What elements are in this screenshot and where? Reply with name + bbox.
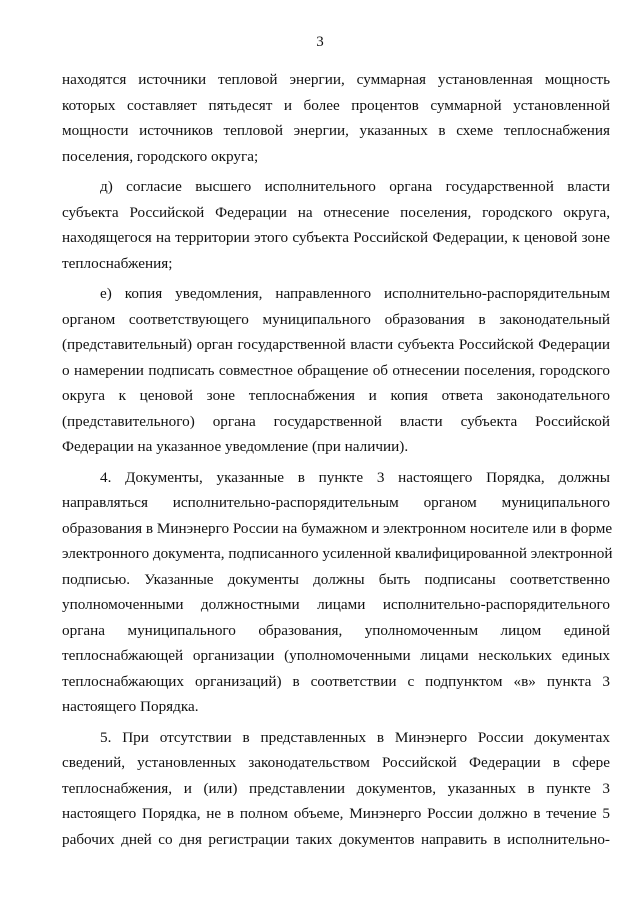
text-line: мощности источников тепловой энергии, указанных в схеме теплоснабжения xyxy=(62,122,610,139)
text-line: уполномоченными должностными лицами исполнительно-распорядительного xyxy=(62,596,610,613)
text-line: (представительного) органа государственной власти субъекта Российской xyxy=(62,412,610,430)
paragraph-continuation xyxy=(62,67,610,169)
text-line: находятся источники тепловой энергии, суммарная установленная мощность xyxy=(62,71,610,88)
paragraph-item-4 xyxy=(62,465,613,720)
paragraph-subitem-d xyxy=(62,174,610,276)
text-line: образования в Минэнерго России на бумажном и электронном носителе или в форме xyxy=(62,519,613,537)
text-line: органом соответствующего муниципального образования в законодательный xyxy=(62,310,610,328)
text-line: 4. Документы, указанные в пункте 3 настоящего Порядка, должны xyxy=(100,468,610,486)
paragraph-item-5 xyxy=(62,725,610,853)
paragraph-subitem-e xyxy=(62,281,610,460)
text-line: теплоснабжающей организации (уполномоченными лицами нескольких единых xyxy=(62,647,610,664)
text-line: теплоснабжения, и (или) представлении документов, указанных в пункте 3 xyxy=(62,779,610,797)
text-line: д) согласие высшего исполнительного органа государственной власти xyxy=(100,178,610,195)
text-line: находящегося на территории этого субъекта Российской Федерации, к ценовой зоне xyxy=(62,229,610,246)
page-number: 3 xyxy=(316,34,324,50)
text-line: о намерении подписать совместное обращение об отнесении поселения, городского xyxy=(62,361,610,379)
text-line: подписью. Указанные документы должны быть подписаны соответственно xyxy=(62,570,610,588)
text-line: Федерации на указанное уведомление (при наличии). xyxy=(62,438,409,455)
text-line: округа к ценовой зоне теплоснабжения и копия ответа законодательного xyxy=(62,387,610,404)
text-line: поселения, городского округа; xyxy=(62,147,259,165)
text-line: электронного документа, подписанного усиленной квалифицированной электронной xyxy=(62,545,613,562)
text-line: направляться исполнительно-распорядительным органом муниципального xyxy=(62,494,610,511)
text-line: органа муниципального образования, уполномоченным лицом единой xyxy=(62,621,610,639)
text-line: 5. При отсутствии в представленных в Минэнерго России документах xyxy=(100,728,610,746)
text-line: настоящего Порядка. xyxy=(62,698,199,715)
text-line: сведений, установленных законодательством Российской Федерации в сфере xyxy=(62,754,610,771)
document-body xyxy=(62,67,613,852)
text-line: настоящего Порядка, не в полном объеме, Минэнерго России должно в течение 5 xyxy=(62,805,610,822)
text-line: которых составляет пятьдесят и более процентов суммарной установленной xyxy=(62,96,610,114)
text-line: теплоснабжения; xyxy=(62,254,173,272)
text-line: субъекта Российской Федерации на отнесение поселения, городского округа, xyxy=(62,203,610,221)
text-line: (представительный) орган государственной власти субъекта Российской Федерации xyxy=(62,336,610,353)
text-line: теплоснабжающих организаций) в соответствии с подпунктом «в» пункта 3 xyxy=(62,672,610,690)
text-line: рабочих дней со дня регистрации таких документов направить в исполнительно- xyxy=(62,830,610,848)
text-line: е) копия уведомления, направленного исполнительно-распорядительным xyxy=(100,285,610,302)
